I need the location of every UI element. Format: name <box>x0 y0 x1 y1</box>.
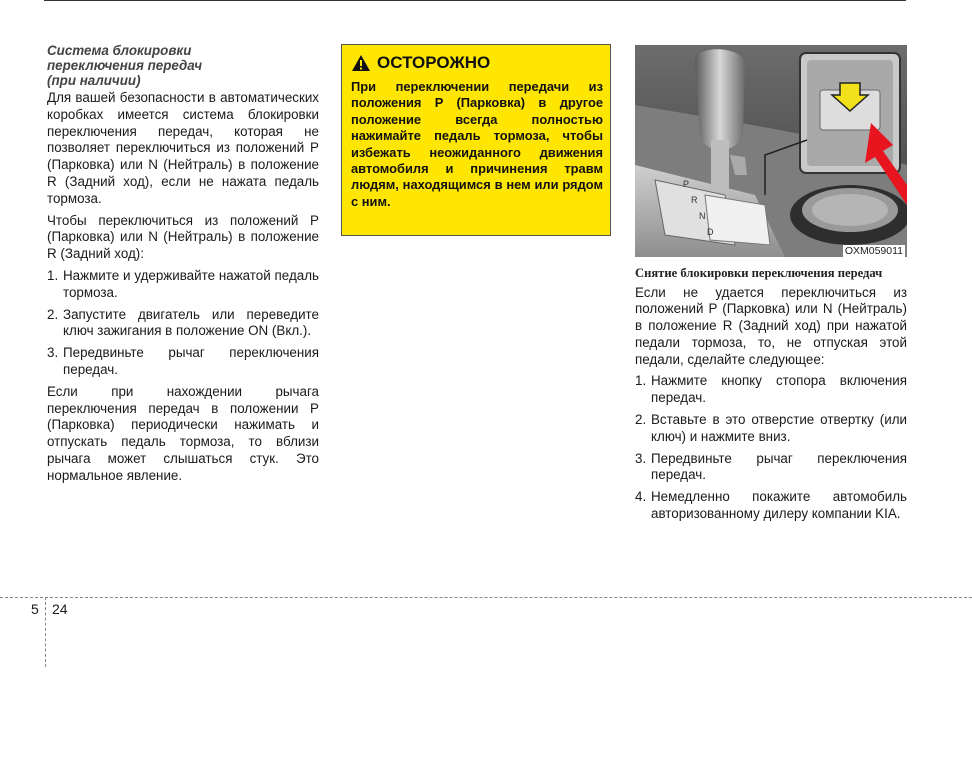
release-paragraph: Если не удается переключиться из положений P (Парковка) или N (Нейтраль) в положение R (Задний ход) при нажатой педали тормоза, то, не отпуская этой педали, сделайте следующее: <box>635 284 907 367</box>
illustration-svg <box>635 45 907 257</box>
figure-caption: Снятие блокировки переключения передач <box>635 266 883 280</box>
section-title <box>47 43 319 88</box>
left-column <box>47 43 319 490</box>
section-title-line: (при наличии) <box>47 73 141 88</box>
warning-heading: ОСТОРОЖНО <box>377 53 491 72</box>
warning-header <box>351 53 603 73</box>
gear-letter-r: R <box>691 195 698 205</box>
section-title-line: Система блокировки <box>47 43 192 58</box>
gear-letter-d: D <box>707 227 714 237</box>
right-column <box>635 266 907 528</box>
list-item: 3. Передвиньте рычаг переключения передач. <box>635 450 907 483</box>
noise-paragraph: Если при нахождении рычага переключения передач в положении P (Парковка) периодически нажимать и отпускать педаль тормоза, то вблизи рычага может слышаться стук. Это нормальное явление. <box>47 383 319 483</box>
warning-triangle-icon <box>351 54 371 72</box>
list-item: 3. Передвиньте рычаг переключения передач. <box>47 345 319 377</box>
warning-box <box>341 44 611 236</box>
section-title-line: переключения передач <box>47 58 203 73</box>
page-number: 24 <box>52 601 68 617</box>
list-item: 2. Вставьте в это отверстие отвертку (или ключ) и нажмите вниз. <box>635 412 907 444</box>
list-item: 1. Нажмите и удерживайте нажатой педаль тормоза. <box>47 267 319 300</box>
top-rule <box>44 0 906 1</box>
gear-letter-p: P <box>683 179 690 189</box>
intro-paragraph: Для вашей безопасности в автоматических коробках имеется система блокировки переключения передач, которая не позволяет переключиться из положений P (Парковка) или N (Нейтраль) в положение R (Задний ход), если не нажата педаль тормоза. <box>47 90 319 206</box>
release-steps <box>635 373 907 522</box>
list-item: 1. Нажмите кнопку стопора включения передач. <box>635 373 907 406</box>
shift-paragraph: Чтобы переключиться из положений P (Парковка) или N (Нейтраль) в положение R (Задний ход): <box>47 212 319 262</box>
footer-rule <box>0 597 972 598</box>
gear-letter-n: N <box>699 211 706 221</box>
list-item: 2. Запустите двигатель или переведите ключ зажигания в положение ON (Вкл.). <box>47 306 319 339</box>
chapter-number: 5 <box>31 601 39 617</box>
footer-divider <box>45 597 46 667</box>
figure-id: OXM059011 <box>844 245 903 257</box>
warning-text: При переключении передачи из положения P (Парковка) в другое положение всегда полностью нажимайте педаль тормоза, чтобы избежать неожиданного движения автомобиля и причинения травм людям, находящимся в нем или рядом с ним. <box>351 79 603 209</box>
shift-lever-illustration <box>635 45 907 257</box>
figure-id-bar <box>635 245 907 261</box>
shift-steps <box>47 268 319 379</box>
list-item: 4. Немедленно покажите автомобиль авторизованному дилеру компании KIA. <box>635 489 907 522</box>
